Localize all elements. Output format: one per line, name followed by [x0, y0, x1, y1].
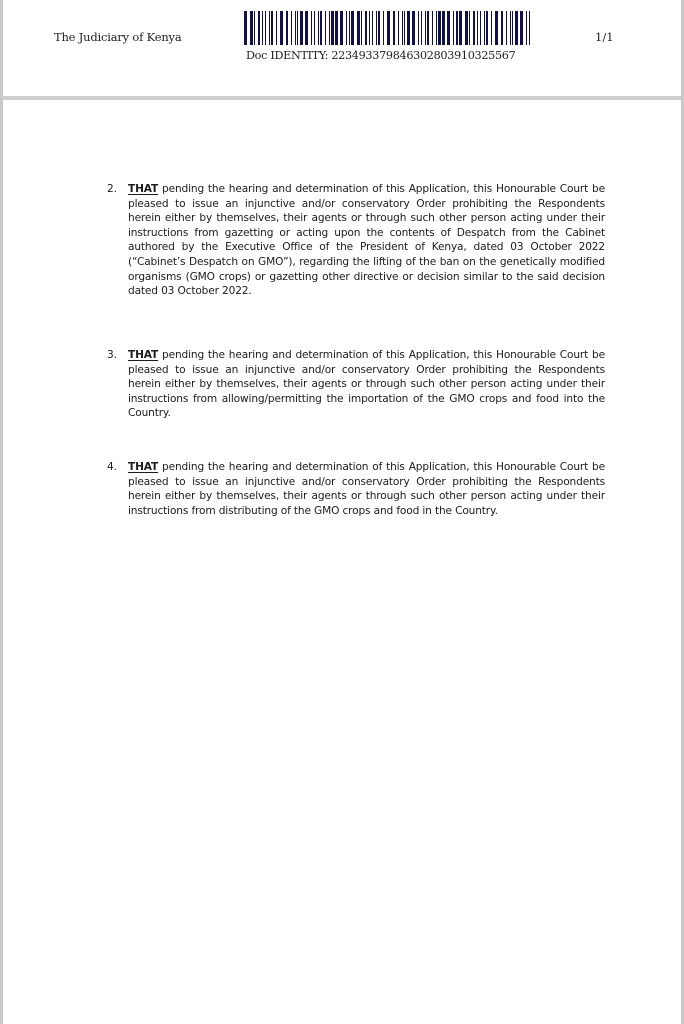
document-body [3, 100, 681, 1024]
clause-2 [107, 182, 605, 299]
clause-text [128, 348, 605, 421]
clause-4 [107, 460, 605, 518]
clause-number: 4. [107, 461, 117, 473]
clause-3 [107, 348, 605, 421]
doc-identity: Doc IDENTITY: 223493379846302803910325567 [246, 49, 516, 62]
document-header [3, 0, 681, 100]
clause-text [128, 460, 605, 518]
clause-body: pending the hearing and determination of this Application, this Honourable Court be pleased to issue an injunctive and/or conservatory Order prohibiting the Respondents herein either by themselves, their agents or through such other person acting under their instructions from allowing/permitting the importation of the GMO crops and food into the Country. [128, 349, 605, 420]
clause-number: 3. [107, 349, 117, 361]
clause-number: 2. [107, 183, 117, 195]
clause-keyword: THAT [128, 461, 159, 473]
clause-text [128, 182, 605, 299]
page-count: 1/1 [595, 30, 614, 44]
clause-keyword: THAT [128, 183, 159, 195]
clause-body: pending the hearing and determination of this Application, this Honourable Court be pleased to issue an injunctive and/or conservatory Order prohibiting the Respondents herein either by themselves, their agents or through such other person acting under their instructions from gazetting or acting upon the contents of Despatch from the Cabinet authored by the Executive Office of the President of Kenya, dated 03 October 2022 (“Cabinet’s Despatch on GMO”), regarding the lifting of the ban on the genetically modified organisms (GMO crops) or gazetting other directive or decision similar to the said decision dated 03 October 2022. [128, 183, 605, 298]
clause-keyword: THAT [128, 349, 159, 361]
court-name: The Judiciary of Kenya [54, 30, 182, 44]
barcode-gap [530, 11, 533, 45]
barcode-image [244, 11, 532, 45]
clause-body: pending the hearing and determination of this Application, this Honourable Court be pleased to issue an injunctive and/or conservatory Order prohibiting the Respondents herein either by themselves, their agents or through such other person acting under their instructions from distributing of the GMO crops and food in the Country. [128, 461, 605, 517]
